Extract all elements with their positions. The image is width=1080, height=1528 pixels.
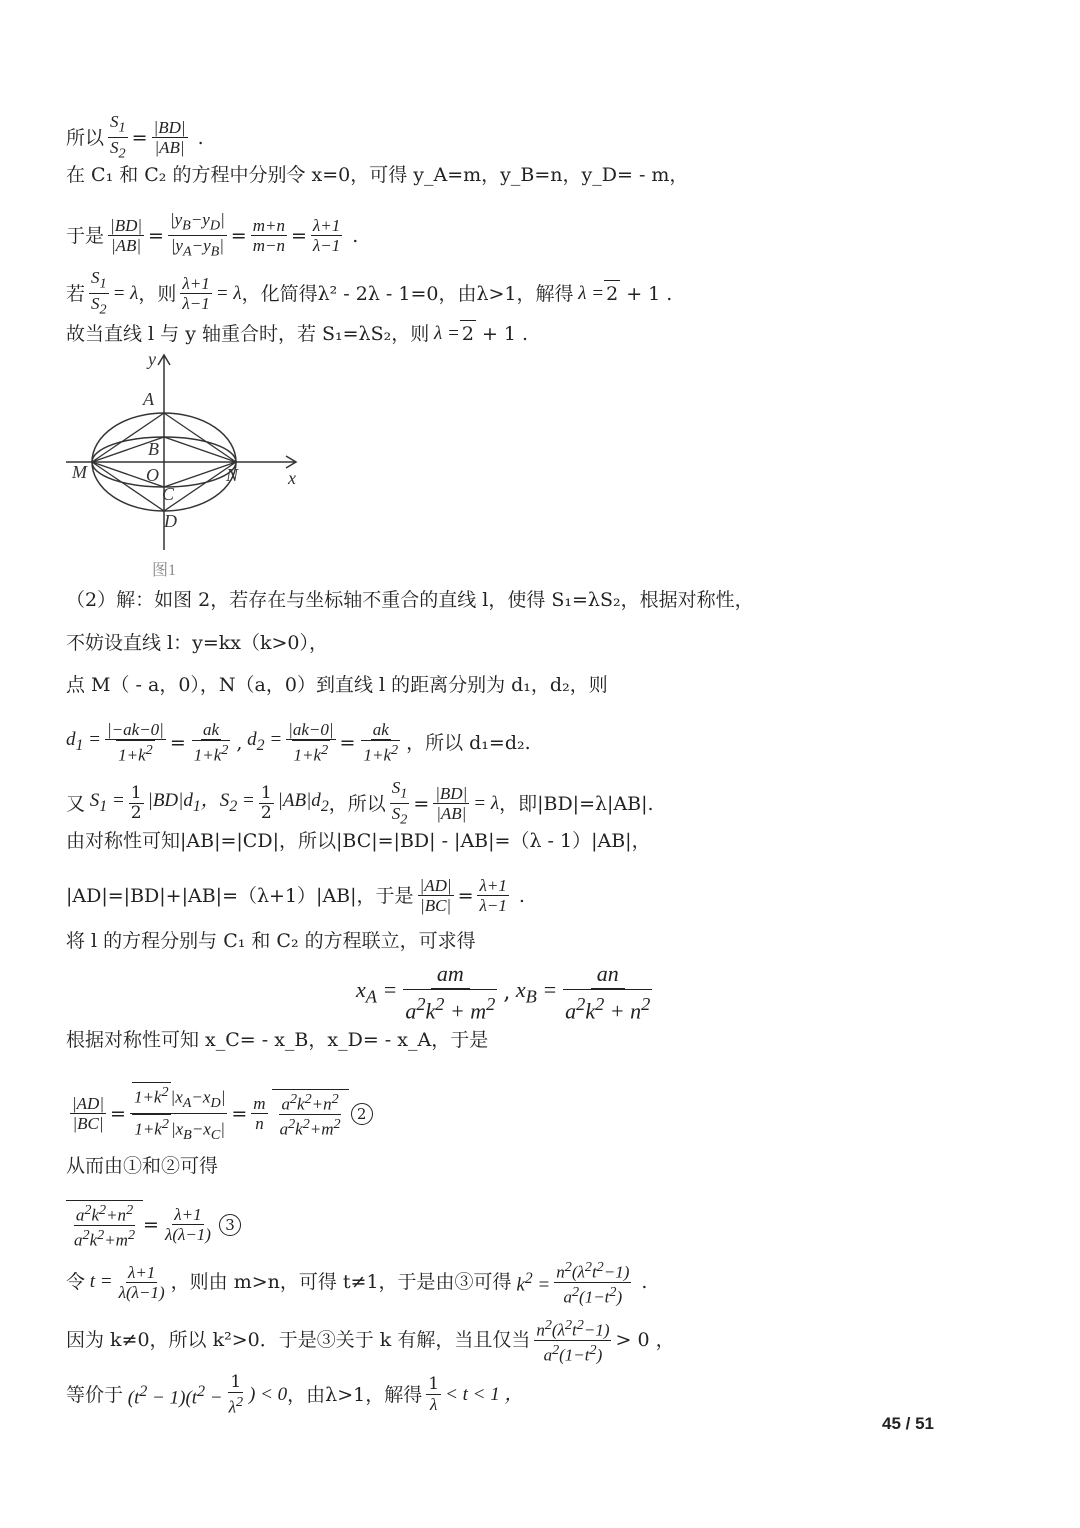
label-a: A — [143, 389, 154, 409]
label-o: O — [146, 465, 159, 485]
line-4: 若 $\frac{S_1}{S_2}$ = λ ，则 $\frac{\lambda+1}{\lambda-1}$ = λ ，化简得λ² - 2λ - 1=0，由λ>1，解得 λ = 2 + 1 . — [66, 268, 673, 318]
formula: $\frac{an}{a^2k^2 + n^2}$ — [565, 961, 651, 1024]
text: ，由λ>1，解得 — [287, 1383, 423, 1406]
formula: $\frac{|BD|}{|AB|}$ — [110, 216, 143, 256]
formula: $\frac{S_1}{S_2}$ — [110, 112, 126, 162]
line-1: 所以 $\frac{S_1}{S_2}$ = $\frac{|BD|}{|AB|}$ . — [66, 112, 204, 162]
label-d: D — [164, 511, 177, 531]
formula: $\frac{n^2(\lambda^2t^2-1)}{a^2(1-t^2)}$ — [536, 1317, 610, 1365]
page-number: 45 / 51 — [882, 1414, 934, 1433]
formula: $\frac{m}{n}$ — [253, 1094, 266, 1134]
formula: $\frac{S_1}{S_2}$ — [391, 778, 408, 828]
line-17: 从而由①和②可得 — [66, 1155, 219, 1177]
formula: $\frac{\lambda+1}{\lambda(\lambda-1)}$ — [164, 1205, 211, 1245]
formula: $\frac{ak}{1+k^2}$ — [193, 720, 229, 765]
label-b: B — [148, 439, 159, 459]
label-x: x — [288, 468, 296, 488]
formula: $\frac{1}{2}$ — [260, 783, 272, 824]
line-8: 点 M（ - a，0），N（a，0）到直线 l 的距离分别为 d₁，d₂，则 — [66, 674, 608, 696]
line-5: 故当直线 l 与 y 轴重合时，若 S₁=λS₂，则 λ = 2 + 1 . — [66, 320, 528, 347]
text: ，化简得λ² - 2λ - 1=0，由λ>1，解得 — [241, 282, 574, 305]
text: ，所以 — [328, 792, 386, 815]
formula: $\frac{a^2k^2+n^2}{a^2k^2+m^2}$ — [74, 1202, 136, 1250]
formula: $\frac{\lambda+1}{\lambda-1}$ — [479, 876, 507, 915]
line-21: 等价于 $(t^2 - 1)(t^2$ − $\frac{1}{\lambda^2}$ ) < 0 ，由λ>1，解得 $\frac{1}{\lambda}$ < t < 1 ， — [66, 1372, 524, 1417]
line-9: $d_1$ = $\frac{|-ak-0|}{1+k^2}$ = $\frac{ak}{1+k^2}$ , $d_2$ = $\frac{|ak-0|}{1+k^2}$ = $\frac{ak}{1+k^2}$ ，所以 d₁=d₂. — [66, 720, 531, 765]
formula: $\frac{|AD|}{|BC|}$ — [72, 1094, 105, 1134]
label-m: M — [72, 462, 87, 482]
label-c: C — [162, 484, 175, 504]
formula: $\frac{m+n}{m-n}$ — [252, 216, 285, 256]
text: 又 — [66, 792, 86, 815]
formula: $\frac{1+k^2 |x_A-x_D|}{1+k^2 |x_B-x_C|}$ — [130, 1082, 227, 1145]
formula: $\frac{1}{2}$ — [130, 783, 142, 824]
text: 等价于 — [66, 1383, 124, 1406]
label-n: N — [226, 465, 239, 485]
line-19: 令 t = $\frac{\lambda+1}{\lambda(\lambda-1)}$ ，则由 m>n，可得 t≠1，于是由③可得 $k^2$ = $\frac{n^2(\lambda^2t^2-1)}{a^2(1-t^2)}$ . — [66, 1259, 648, 1307]
line-7: 不妨设直线 l：y=kx（k>0）， — [66, 632, 329, 654]
text: 所以 — [66, 126, 105, 149]
text: 因为 k≠0，所以 k²>0．于是③关于 k 有解，当且仅当 — [66, 1329, 531, 1352]
formula: $\frac{|BD|}{|AB|}$ — [153, 118, 186, 158]
circled-3: 3 — [219, 1214, 241, 1236]
text: ，所以 d₁=d₂. — [406, 731, 531, 754]
circled-2: 2 — [351, 1103, 373, 1125]
line-15: 根据对称性可知 x_C= - x_B，x_D= - x_A，于是 — [66, 1029, 489, 1051]
formula: $\frac{n^2(\lambda^2t^2-1)}{a^2(1-t^2)}$ — [556, 1259, 630, 1307]
formula: $\frac{|-ak-0|}{1+k^2}$ — [107, 720, 164, 765]
line-20: 因为 k≠0，所以 k²>0．于是③关于 k 有解，当且仅当 $\frac{n^2(\lambda^2t^2-1)}{a^2(1-t^2)}$ > 0 ， — [66, 1317, 675, 1365]
formula: $\frac{ak}{1+k^2}$ — [363, 720, 399, 765]
formula: $\frac{S_1}{S_2}$ — [91, 268, 107, 318]
formula: $\frac{|AD|}{|BC|}$ — [419, 876, 452, 915]
formula: $\frac{|ak-0|}{1+k^2}$ — [288, 720, 334, 765]
text: ，即|BD|=λ|AB|. — [499, 792, 654, 815]
line-13: 将 l 的方程分别与 C₁ 和 C₂ 的方程联立，可求得 — [66, 930, 476, 952]
text: ，则 — [138, 282, 177, 305]
formula: $\frac{\lambda+1}{\lambda-1}$ — [312, 216, 341, 256]
text: 令 — [66, 1271, 86, 1294]
formula: $\frac{\lambda+1}{\lambda(\lambda-1)}$ — [118, 1262, 165, 1302]
formula: $\frac{|BD|}{|AB|}$ — [435, 784, 468, 824]
line-12: |AD|=|BD|+|AB|=（λ+1）|AB|，于是 $\frac{|AD|}{|BC|}$ = $\frac{\lambda+1}{\lambda-1}$ . — [66, 876, 525, 915]
formula: $\frac{1}{\lambda}$ — [428, 1374, 440, 1415]
text: ，则由 m>n，可得 t≠1，于是由③可得 — [170, 1271, 512, 1294]
line-3: 于是 $\frac{|BD|}{|AB|}$ = $\frac{|y_B-y_D|}{|y_A-y_B|}$ = $\frac{m+n}{m-n}$ = $\frac{\lambda+1}{\lambda-1}$ . — [66, 210, 359, 260]
line-16: $\frac{|AD|}{|BC|}$ = $\frac{1+k^2 |x_A-x_D|}{1+k^2 |x_B-x_C|}$ = $\frac{m}{n}$ $\frac{a^2k^2+n^2}{a^2k^2+m^2}$ 2 — [66, 1082, 373, 1145]
figure-1 — [60, 345, 310, 585]
line-18: $\frac{a^2k^2+n^2}{a^2k^2+m^2}$ = $\frac{\lambda+1}{\lambda(\lambda-1)}$ 3 — [66, 1200, 241, 1249]
formula: $\frac{am}{a^2k^2 + m^2}$ — [405, 961, 496, 1024]
line-11: 由对称性可知|AB|=|CD|，所以|BC|=|BD| - |AB|=（λ - 1）|AB|， — [66, 830, 651, 852]
line-10: 又 $S_1$ = $\frac{1}{2}$ $|BD|d_1$，$S_2$ = $\frac{1}{2}$ $|AB|d_2$ ，所以 $\frac{S_1}{S_2}$ = $\frac{|BD|}{|AB|}$ = λ ，即|BD|=λ|AB|. — [66, 778, 654, 828]
formula: $\frac{1}{\lambda^2}$ — [228, 1372, 244, 1417]
figure-caption: 图1 — [152, 562, 177, 579]
line-6: （2）解：如图 2，若存在与坐标轴不重合的直线 l，使得 S₁=λS₂，根据对称性， — [66, 589, 754, 611]
label-y: y — [148, 349, 156, 369]
formula: $\frac{a^2k^2+n^2}{a^2k^2+m^2}$ — [279, 1090, 341, 1139]
text: 故当直线 l 与 y 轴重合时，若 S₁=λS₂，则 — [66, 322, 430, 345]
text: 于是 — [66, 224, 105, 247]
line-14: $x_A$ = $\frac{am}{a^2k^2 + m^2}$ , $x_B$ = $\frac{an}{a^2k^2 + n^2}$ — [356, 960, 658, 1026]
line-2: 在 C₁ 和 C₂ 的方程中分别令 x=0，可得 y_A=m，y_B=n，y_D= - m， — [66, 164, 689, 186]
formula: $\frac{\lambda+1}{\lambda-1}$ — [182, 274, 210, 314]
formula: $\frac{|y_B-y_D|}{|y_A-y_B|}$ — [169, 210, 225, 260]
text: |AD|=|BD|+|AB|=（λ+1）|AB|，于是 — [66, 884, 414, 907]
text: 若 — [66, 282, 86, 305]
